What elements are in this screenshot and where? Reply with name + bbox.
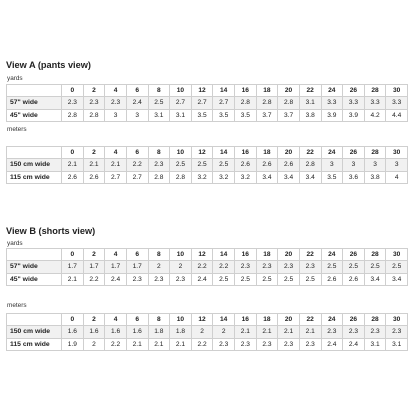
view-a-yards-unit-label: yards xyxy=(7,75,23,82)
size-header-cell: 12 xyxy=(191,147,213,159)
yardage-cell: 3.1 xyxy=(386,338,408,351)
yardage-cell: 2.5 xyxy=(148,97,170,110)
fabric-width-row xyxy=(7,109,408,122)
yardage-cell: 2.4 xyxy=(321,338,343,351)
size-header-cell: 4 xyxy=(105,314,127,326)
yardage-cell: 2.1 xyxy=(170,338,192,351)
yardage-cell: 3.4 xyxy=(299,171,321,184)
yardage-cell: 2.1 xyxy=(62,273,84,286)
fabric-width-row xyxy=(7,97,408,110)
yardage-cell: 1.7 xyxy=(83,261,105,274)
yardage-cell: 2.3 xyxy=(364,326,386,339)
yardage-cell: 2.6 xyxy=(62,171,84,184)
yardage-cell: 1.6 xyxy=(126,326,148,339)
size-header-cell: 14 xyxy=(213,314,235,326)
header-corner-cell xyxy=(7,85,62,97)
yardage-cell: 2.3 xyxy=(256,261,278,274)
yardage-cell: 2.5 xyxy=(386,261,408,274)
yardage-cell: 2.2 xyxy=(83,273,105,286)
yardage-cell: 1.9 xyxy=(62,338,84,351)
yardage-cell: 2 xyxy=(148,261,170,274)
yardage-cell: 2.3 xyxy=(148,159,170,172)
yardage-cell: 2.6 xyxy=(321,273,343,286)
size-header-cell: 0 xyxy=(62,249,84,261)
fabric-width-row xyxy=(7,326,408,339)
size-header-cell: 4 xyxy=(105,85,127,97)
size-header-cell: 0 xyxy=(62,147,84,159)
yardage-cell: 2.3 xyxy=(126,273,148,286)
yardage-cell: 4.2 xyxy=(364,109,386,122)
yardage-cell: 3.5 xyxy=(321,171,343,184)
size-header-cell: 20 xyxy=(278,85,300,97)
yardage-cell: 2.7 xyxy=(170,97,192,110)
yardage-cell: 4 xyxy=(386,171,408,184)
yardage-cell: 2.1 xyxy=(278,326,300,339)
size-header-cell: 22 xyxy=(299,147,321,159)
size-header-cell: 22 xyxy=(299,249,321,261)
yardage-cell: 2.5 xyxy=(256,273,278,286)
size-header-cell: 20 xyxy=(278,249,300,261)
view-b-yards-table xyxy=(6,248,408,286)
size-header-cell: 6 xyxy=(126,147,148,159)
yardage-cell: 1.8 xyxy=(170,326,192,339)
yardage-cell: 2.1 xyxy=(126,338,148,351)
yardage-cell: 2 xyxy=(83,338,105,351)
size-header-cell: 18 xyxy=(256,85,278,97)
size-header-cell: 12 xyxy=(191,314,213,326)
yardage-cell: 3.9 xyxy=(321,109,343,122)
yardage-cell: 2.3 xyxy=(62,97,84,110)
header-corner-cell xyxy=(7,147,62,159)
yardage-cell: 2.5 xyxy=(364,261,386,274)
yardage-cell: 2.1 xyxy=(299,326,321,339)
yardage-cell: 2.3 xyxy=(170,273,192,286)
size-header-cell: 18 xyxy=(256,249,278,261)
yardage-cell: 2.4 xyxy=(105,273,127,286)
size-header-cell: 10 xyxy=(170,85,192,97)
yardage-cell: 2.2 xyxy=(126,159,148,172)
view-b-yards-unit-label: yards xyxy=(7,240,23,247)
size-header-cell: 14 xyxy=(213,249,235,261)
yardage-cell: 2.2 xyxy=(213,261,235,274)
size-header-row xyxy=(7,314,408,326)
yardage-cell: 2.8 xyxy=(278,97,300,110)
yardage-cell: 2.3 xyxy=(105,97,127,110)
size-header-cell: 26 xyxy=(343,85,365,97)
size-header-row xyxy=(7,249,408,261)
yardage-cell: 3.4 xyxy=(386,273,408,286)
yardage-cell: 2.3 xyxy=(256,338,278,351)
yardage-cell: 2.3 xyxy=(235,261,257,274)
yardage-cell: 3.3 xyxy=(321,97,343,110)
yardage-cell: 2 xyxy=(213,326,235,339)
yardage-cell: 2.8 xyxy=(256,97,278,110)
yardage-cell: 3.8 xyxy=(364,171,386,184)
yardage-cell: 2.6 xyxy=(256,159,278,172)
yardage-cell: 2.1 xyxy=(235,326,257,339)
view-b-title: View B (shorts view) xyxy=(6,226,96,236)
yardage-cell: 2.2 xyxy=(191,261,213,274)
size-header-cell: 4 xyxy=(105,249,127,261)
yardage-cell: 2.8 xyxy=(299,159,321,172)
fabric-width-label: 57" wide xyxy=(7,97,62,110)
yardage-cell: 2.1 xyxy=(105,159,127,172)
size-header-cell: 16 xyxy=(235,249,257,261)
yardage-cell: 3.1 xyxy=(299,97,321,110)
yardage-cell: 3.3 xyxy=(364,97,386,110)
size-header-cell: 14 xyxy=(213,85,235,97)
size-header-cell: 10 xyxy=(170,314,192,326)
size-header-row xyxy=(7,147,408,159)
size-header-cell: 10 xyxy=(170,147,192,159)
yardage-cell: 2.2 xyxy=(191,338,213,351)
yardage-cell: 2.5 xyxy=(343,261,365,274)
fabric-width-label: 115 cm wide xyxy=(7,338,62,351)
yardage-cell: 4.4 xyxy=(386,109,408,122)
yardage-cell: 3.4 xyxy=(256,171,278,184)
yardage-cell: 2.8 xyxy=(148,171,170,184)
size-header-cell: 16 xyxy=(235,147,257,159)
view-a-yards-table xyxy=(6,84,408,122)
yardage-cell: 2.5 xyxy=(278,273,300,286)
yardage-cell: 2.3 xyxy=(343,326,365,339)
size-header-cell: 14 xyxy=(213,147,235,159)
yardage-cell: 1.8 xyxy=(148,326,170,339)
size-header-cell: 28 xyxy=(364,85,386,97)
yardage-cell: 2.6 xyxy=(278,159,300,172)
fabric-width-row xyxy=(7,338,408,351)
view-a-title: View A (pants view) xyxy=(6,60,91,70)
yardage-cell: 2.5 xyxy=(321,261,343,274)
yardage-cell: 2 xyxy=(191,326,213,339)
size-header-cell: 30 xyxy=(386,314,408,326)
fabric-width-label: 150 cm wide xyxy=(7,159,62,172)
yardage-cell: 3.1 xyxy=(148,109,170,122)
size-header-cell: 30 xyxy=(386,147,408,159)
yardage-cell: 1.7 xyxy=(62,261,84,274)
yardage-cell: 3.4 xyxy=(364,273,386,286)
size-header-cell: 20 xyxy=(278,147,300,159)
yardage-cell: 3.2 xyxy=(235,171,257,184)
yardage-cell: 2.3 xyxy=(278,261,300,274)
yardage-cell: 2.3 xyxy=(278,338,300,351)
yardage-cell: 1.6 xyxy=(83,326,105,339)
fabric-width-row xyxy=(7,273,408,286)
yardage-cell: 3.5 xyxy=(213,109,235,122)
yardage-cell: 2.3 xyxy=(213,338,235,351)
size-header-cell: 6 xyxy=(126,249,148,261)
yardage-cell: 3.1 xyxy=(170,109,192,122)
yardage-cell: 2.3 xyxy=(148,273,170,286)
yardage-cell: 1.7 xyxy=(126,261,148,274)
fabric-width-row xyxy=(7,261,408,274)
size-header-cell: 22 xyxy=(299,85,321,97)
size-header-cell: 28 xyxy=(364,147,386,159)
yardage-cell: 2.5 xyxy=(213,159,235,172)
yardage-cell: 3 xyxy=(343,159,365,172)
fabric-width-label: 57" wide xyxy=(7,261,62,274)
size-header-cell: 16 xyxy=(235,85,257,97)
size-header-cell: 10 xyxy=(170,249,192,261)
yardage-cell: 3.1 xyxy=(364,338,386,351)
yardage-cell: 3 xyxy=(386,159,408,172)
yardage-cell: 3 xyxy=(105,109,127,122)
yardage-cell: 2.7 xyxy=(191,97,213,110)
yardage-cell: 1.6 xyxy=(62,326,84,339)
yardage-cell: 2.4 xyxy=(126,97,148,110)
yardage-cell: 3.7 xyxy=(256,109,278,122)
size-header-cell: 26 xyxy=(343,147,365,159)
size-header-cell: 8 xyxy=(148,249,170,261)
size-header-cell: 28 xyxy=(364,314,386,326)
fabric-width-row xyxy=(7,159,408,172)
size-header-cell: 6 xyxy=(126,85,148,97)
yardage-cell: 2.8 xyxy=(235,97,257,110)
size-header-cell: 0 xyxy=(62,85,84,97)
fabric-width-label: 45" wide xyxy=(7,273,62,286)
size-header-cell: 8 xyxy=(148,314,170,326)
size-header-cell: 30 xyxy=(386,249,408,261)
yardage-cell: 2.4 xyxy=(343,338,365,351)
view-a-meters-unit-label: meters xyxy=(7,126,27,133)
yardage-cell: 3.6 xyxy=(343,171,365,184)
header-corner-cell xyxy=(7,314,62,326)
size-header-cell: 18 xyxy=(256,314,278,326)
fabric-width-label: 150 cm wide xyxy=(7,326,62,339)
yardage-cell: 3.5 xyxy=(235,109,257,122)
yardage-cell: 3.3 xyxy=(343,97,365,110)
yardage-cell: 1.6 xyxy=(105,326,127,339)
yardage-cell: 3.2 xyxy=(191,171,213,184)
size-header-cell: 26 xyxy=(343,314,365,326)
yardage-cell: 2.3 xyxy=(299,338,321,351)
yardage-cell: 2.8 xyxy=(62,109,84,122)
yardage-cell: 2.3 xyxy=(386,326,408,339)
yardage-cell: 2.5 xyxy=(191,159,213,172)
view-b-meters-unit-label: meters xyxy=(7,302,27,309)
yardage-cell: 2.6 xyxy=(343,273,365,286)
yardage-cell: 2.3 xyxy=(83,97,105,110)
view-b-meters-table xyxy=(6,313,408,351)
yardage-cell: 2.1 xyxy=(62,159,84,172)
size-header-cell: 2 xyxy=(83,249,105,261)
yardage-cell: 3.4 xyxy=(278,171,300,184)
yardage-cell: 3 xyxy=(321,159,343,172)
size-header-cell: 24 xyxy=(321,249,343,261)
size-header-cell: 2 xyxy=(83,85,105,97)
yardage-cell: 2.5 xyxy=(213,273,235,286)
size-header-cell: 8 xyxy=(148,85,170,97)
yardage-cell: 2.7 xyxy=(126,171,148,184)
size-header-cell: 24 xyxy=(321,147,343,159)
fabric-width-label: 115 cm wide xyxy=(7,171,62,184)
yardage-cell: 2.2 xyxy=(105,338,127,351)
yardage-cell: 3 xyxy=(126,109,148,122)
header-corner-cell xyxy=(7,249,62,261)
view-a-meters-table xyxy=(6,146,408,184)
yardage-cell: 2.5 xyxy=(170,159,192,172)
yardage-cell: 2.3 xyxy=(299,261,321,274)
size-header-cell: 24 xyxy=(321,314,343,326)
size-header-cell: 22 xyxy=(299,314,321,326)
size-header-cell: 2 xyxy=(83,147,105,159)
size-header-cell: 30 xyxy=(386,85,408,97)
yardage-cell: 2.6 xyxy=(235,159,257,172)
size-header-cell: 0 xyxy=(62,314,84,326)
size-header-cell: 4 xyxy=(105,147,127,159)
size-header-cell: 12 xyxy=(191,249,213,261)
yardage-cell: 3.5 xyxy=(191,109,213,122)
yardage-cell: 2.1 xyxy=(148,338,170,351)
yardage-cell: 2.8 xyxy=(170,171,192,184)
size-header-cell: 12 xyxy=(191,85,213,97)
fabric-width-label: 45" wide xyxy=(7,109,62,122)
size-header-cell: 26 xyxy=(343,249,365,261)
size-header-row xyxy=(7,85,408,97)
size-header-cell: 28 xyxy=(364,249,386,261)
size-header-cell: 20 xyxy=(278,314,300,326)
size-header-cell: 16 xyxy=(235,314,257,326)
yardage-cell: 1.7 xyxy=(105,261,127,274)
yardage-cell: 3.9 xyxy=(343,109,365,122)
size-header-cell: 18 xyxy=(256,147,278,159)
yardage-cell: 2.4 xyxy=(191,273,213,286)
size-header-cell: 8 xyxy=(148,147,170,159)
yardage-cell: 2.1 xyxy=(83,159,105,172)
yardage-cell: 3.2 xyxy=(213,171,235,184)
yardage-cell: 2.7 xyxy=(213,97,235,110)
yardage-cell: 2.8 xyxy=(83,109,105,122)
size-header-cell: 2 xyxy=(83,314,105,326)
yardage-cell: 3.7 xyxy=(278,109,300,122)
size-header-cell: 24 xyxy=(321,85,343,97)
yardage-cell: 2.1 xyxy=(256,326,278,339)
yardage-cell: 2.5 xyxy=(299,273,321,286)
yardage-cell: 2.3 xyxy=(321,326,343,339)
yardage-cell: 3.8 xyxy=(299,109,321,122)
yardage-cell: 2.7 xyxy=(105,171,127,184)
size-header-cell: 6 xyxy=(126,314,148,326)
yardage-cell: 3.3 xyxy=(386,97,408,110)
yardage-cell: 2 xyxy=(170,261,192,274)
yardage-cell: 2.6 xyxy=(83,171,105,184)
yardage-cell: 3 xyxy=(364,159,386,172)
yardage-cell: 2.3 xyxy=(235,338,257,351)
fabric-width-row xyxy=(7,171,408,184)
yardage-cell: 2.5 xyxy=(235,273,257,286)
